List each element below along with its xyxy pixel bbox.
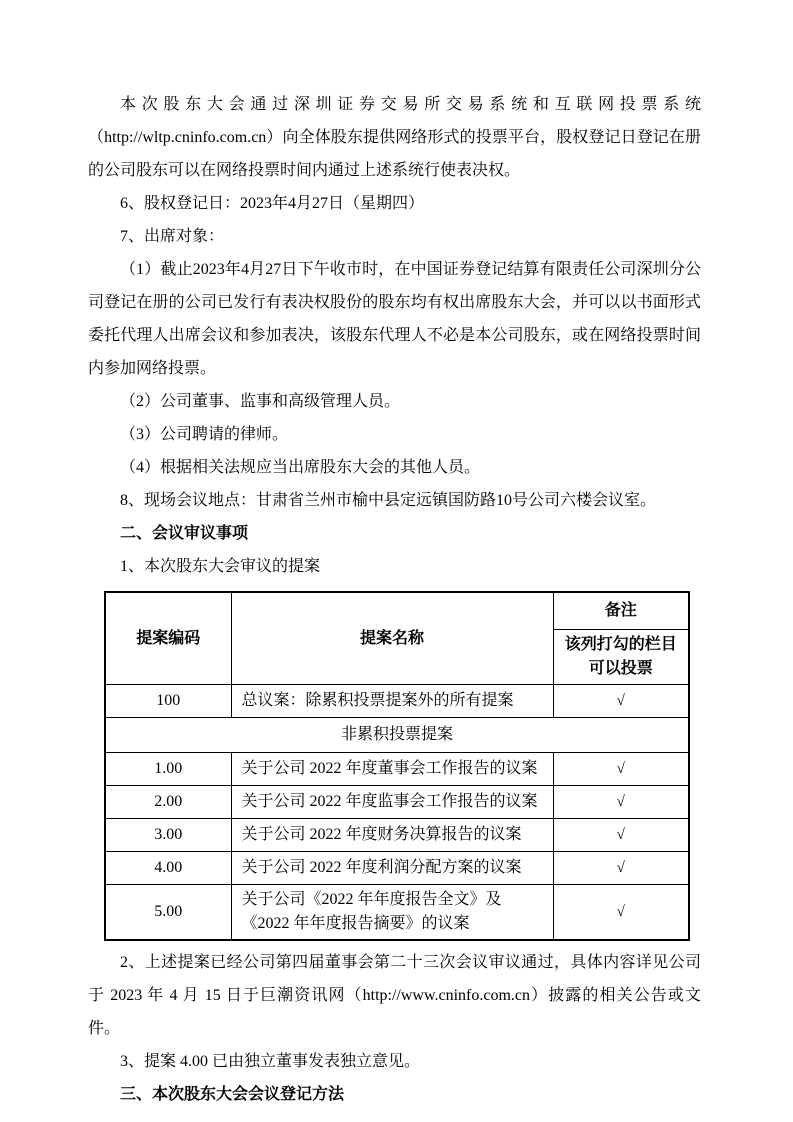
proposals-table-header (105, 592, 689, 685)
proposal-check-cell: √ (553, 685, 689, 718)
item-7-3-lawyers: （3）公司聘请的律师。 (120, 426, 289, 443)
header-remark-note: 该列打勾的栏目可以投票 (553, 630, 689, 685)
item-8-meeting-venue: 8、现场会议地点：甘肃省兰州市榆中县定远镇国防路10号公司六楼会议室。 (120, 492, 657, 509)
paragraph-board-approval-note: 2、上述提案已经公司第四届董事会第二十三次会议审议通过，具体内容详见公司于 2023 年 4 月 15 日于巨潮资讯网（http://www.cninfo.com.cn）披露的相关公告或文件。 (88, 954, 701, 1037)
section-2-heading: 二、会议审议事项 (120, 525, 249, 542)
header-proposal-code: 提案编码 (105, 592, 231, 685)
proposal-row (105, 852, 689, 885)
item-7-4-other-persons: （4）根据相关法规应当出席股东大会的其他人员。 (120, 459, 481, 476)
item-6-record-date: 6、股权登记日：2023年4月27日（星期四） (120, 195, 425, 212)
proposal-row (105, 685, 689, 718)
proposal-row (105, 753, 689, 786)
proposal-group-row (105, 718, 689, 753)
proposal-check-cell: √ (553, 885, 689, 941)
proposal-code-cell: 4.00 (105, 852, 231, 885)
header-remark: 备注 (553, 592, 689, 630)
header-proposal-name: 提案名称 (231, 592, 553, 685)
proposal-row (105, 786, 689, 819)
proposal-name-cell: 总议案：除累积投票提案外的所有提案 (231, 685, 553, 718)
proposal-code-cell: 2.00 (105, 786, 231, 819)
proposal-name-cell: 关于公司 2022 年度利润分配方案的议案 (231, 852, 553, 885)
table-intro: 1、本次股东大会审议的提案 (120, 558, 321, 575)
proposal-check-cell: √ (553, 819, 689, 852)
item-7-2-directors-supervisors: （2）公司董事、监事和高级管理人员。 (120, 393, 401, 410)
item-7-attendees: 7、出席对象： (120, 228, 225, 245)
proposal-name-cell: 关于公司 2022 年度董事会工作报告的议案 (231, 753, 553, 786)
proposal-name-cell: 关于公司 2022 年度监事会工作报告的议案 (231, 786, 553, 819)
proposal-code-cell: 1.00 (105, 753, 231, 786)
proposal-check-cell: √ (553, 852, 689, 885)
proposal-check-cell: √ (553, 753, 689, 786)
proposal-name-cell: 关于公司 2022 年度财务决算报告的议案 (231, 819, 553, 852)
paragraph-independent-director-opinion: 3、提案 4.00 已由独立董事发表独立意见。 (120, 1053, 421, 1070)
proposal-row (105, 885, 689, 941)
proposal-name-cell: 关于公司《2022 年年度报告全文》及《2022 年年度报告摘要》的议案 (231, 885, 553, 941)
proposal-code-cell: 5.00 (105, 885, 231, 941)
proposals-table-body (105, 685, 689, 941)
section-3-heading: 三、本次股东大会会议登记方法 (120, 1086, 345, 1103)
proposals-table (104, 591, 690, 941)
proposal-code-cell: 100 (105, 685, 231, 718)
proposal-code-cell: 3.00 (105, 819, 231, 852)
proposal-check-cell: √ (553, 786, 689, 819)
proposal-group-label-cell: 非累积投票提案 (105, 718, 689, 753)
item-7-1-shareholders: （1）截止2023年4月27日下午收市时，在中国证券登记结算有限责任公司深圳分公司登记在册的公司已发行有表决权股份的股东均有权出席股东大会，并可以以书面形式委托代理人出席会议和参加表决，该股东代理人不必是本公司股东，或在网络投票时间内参加网络投票。 (88, 261, 701, 377)
proposal-row (105, 819, 689, 852)
paragraph-network-voting: 本次股东大会通过深圳证券交易所交易系统和互联网投票系统（http://wltp.cninfo.com.cn）向全体股东提供网络形式的投票平台，股权登记日登记在册的公司股东可以在网络投票时间内通过上述系统行使表决权。 (88, 96, 701, 179)
header-row-main (105, 592, 689, 630)
